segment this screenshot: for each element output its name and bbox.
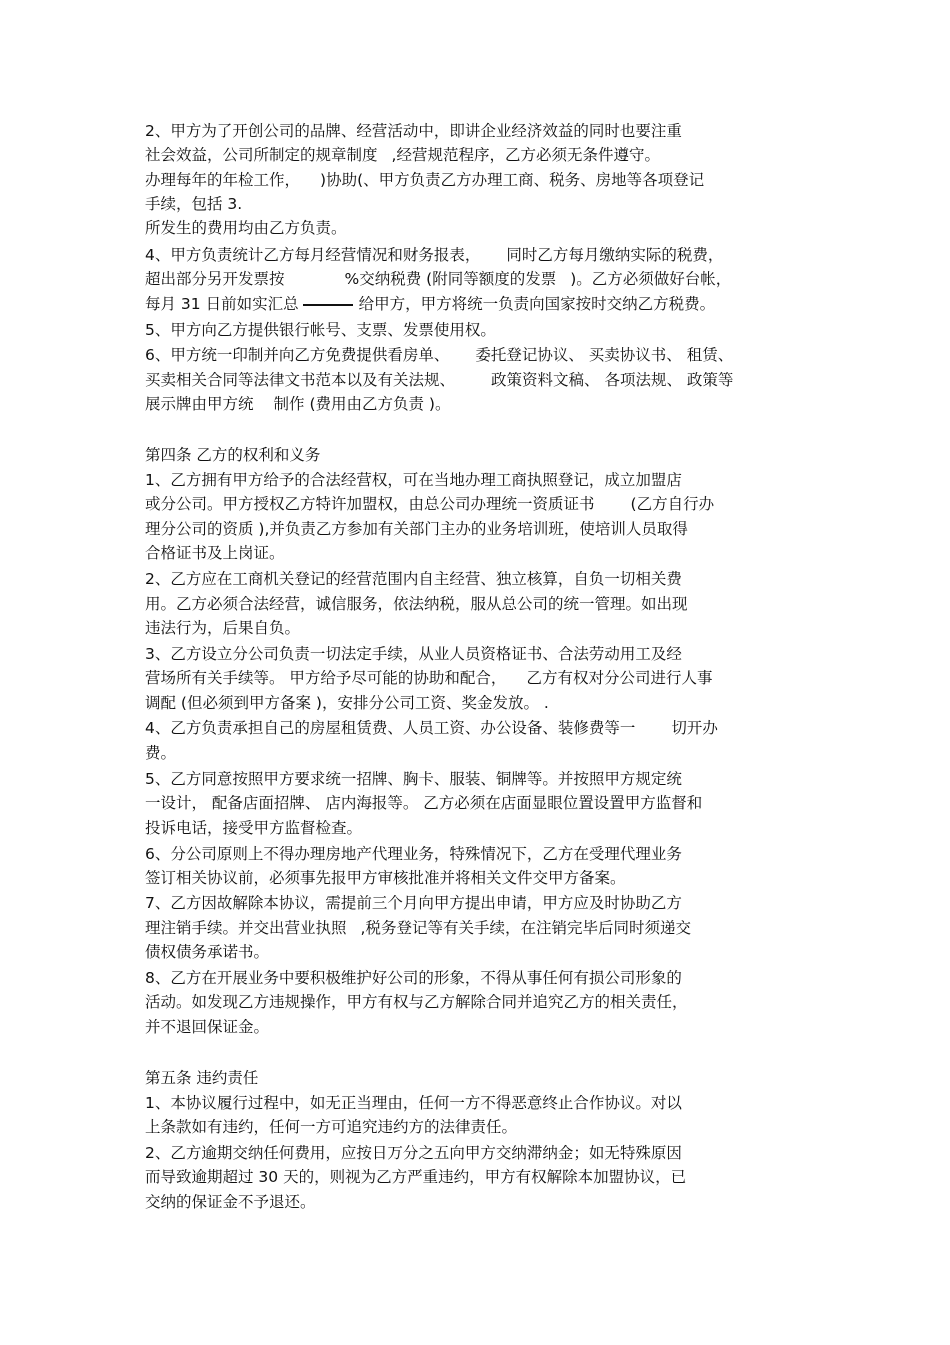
clause-6-line-3: 展示牌由甲方统 制作 (费用由乙方负责 )。 xyxy=(145,395,451,413)
art4-clause-5-line-2: 一设计， 配备店面招牌、 店内海报等。 乙方必须在店面显眼位置设置甲方监督和 xyxy=(145,794,703,812)
clause-4-line-2: 超出部分另开发票按 %交纳税费 (附同等额度的发票 )。乙方必须做好台帐， xyxy=(145,270,732,288)
art4-clause-2-line-1: 2、乙方应在工商机关登记的经营范围内自主经营、独立核算，自负一切相关费 xyxy=(145,570,682,588)
art4-clause-4-line-1: 4、乙方负责承担自己的房屋租赁费、人员工资、办公设备、装修费等一 切开办 xyxy=(145,719,718,737)
art4-clause-3-line-1: 3、乙方设立分公司负责一切法定手续，从业人员资格证书、合法劳动用工及经 xyxy=(145,645,682,663)
clause-6-line-1: 6、甲方统一印制并向乙方免费提供看房单、 委托登记协议、 买卖协议书、 租赁、 xyxy=(145,346,734,364)
art4-clause-1-line-1: 1、乙方拥有甲方给予的合法经营权，可在当地办理工商执照登记，成立加盟店 xyxy=(145,471,682,489)
clause-2-line-1: 2、甲方为了开创公司的品牌、经营活动中，即讲企业经济效益的同时也要注重 xyxy=(145,122,682,140)
art4-clause-1-line-2: 或分公司。甲方授权乙方特许加盟权，由总公司办理统一资质证书 (乙方自行办 xyxy=(145,495,715,513)
art4-clause-1-line-3: 理分公司的资质 ),并负责乙方参加有关部门主办的业务培训班，使培训人员取得 xyxy=(145,520,688,538)
art4-clause-2-line-3: 违法行为，后果自负。 xyxy=(145,619,301,637)
art4-clause-2-line-2: 用。乙方必须合法经营，诚信服务，依法纳税，服从总公司的统一管理。如出现 xyxy=(145,595,688,613)
clause-4-line-1: 4、甲方负责统计乙方每月经营情况和财务报表， 同时乙方每月缴纳实际的税费， xyxy=(145,246,724,264)
clause-4-line-3: 每月 31 日前如实汇总 给甲方，甲方将统一负责向国家按时交纳乙方税费。 xyxy=(145,295,716,313)
art4-clause-8-line-2: 活动。如发现乙方违规操作，甲方有权与乙方解除合同并追究乙方的相关责任， xyxy=(145,993,688,1011)
art5-clause-2-line-1: 2、乙方逾期交纳任何费用，应按日万分之五向甲方交纳滞纳金；如无特殊原因 xyxy=(145,1144,682,1162)
article-5-heading: 第五条 违约责任 xyxy=(145,1069,259,1087)
art4-clause-7-line-1: 7、乙方因故解除本协议，需提前三个月向甲方提出申请，甲方应及时协助乙方 xyxy=(145,894,682,912)
art4-clause-3-line-2: 营场所有关手续等。 甲方给予尽可能的协助和配合， 乙方有权对分公司进行人事 xyxy=(145,669,713,687)
art4-clause-1-line-4: 合格证书及上岗证。 xyxy=(145,544,285,562)
art4-clause-5-line-1: 5、乙方同意按照甲方要求统一招牌、胸卡、服装、铜牌等。并按照甲方规定统 xyxy=(145,770,682,788)
article-4-heading: 第四条 乙方的权利和义务 xyxy=(145,446,321,464)
art5-clause-1-line-1: 1、本协议履行过程中，如无正当理由，任何一方不得恶意终止合作协议。对以 xyxy=(145,1094,682,1112)
art5-clause-2-line-3: 交纳的保证金不予退还。 xyxy=(145,1193,316,1211)
clause-3-line-3: 所发生的费用均由乙方负责。 xyxy=(145,219,347,237)
art5-clause-2-line-2: 而导致逾期超过 30 天的，则视为乙方严重违约，甲方有权解除本加盟协议，已 xyxy=(145,1168,687,1186)
clause-3-line-1: 办理每年的年检工作， )协助(、甲方负责乙方办理工商、税务、房地等各项登记 xyxy=(145,171,705,189)
art4-clause-7-line-2: 理注销手续。并交出营业执照 ,税务登记等有关手续，在注销完毕后同时须递交 xyxy=(145,919,691,937)
art4-clause-3-line-3: 调配 (但必须到甲方备案 )，安排分公司工资、奖金发放。 . xyxy=(145,694,549,712)
art4-clause-8-line-3: 并不退回保证金。 xyxy=(145,1018,270,1036)
art4-clause-6-line-2: 签订相关协议前，必须事先报甲方审核批准并将相关文件交甲方备案。 xyxy=(145,869,626,887)
clause-2-line-2: 社会效益，公司所制定的规章制度 ,经营规范程序，乙方必须无条件遵守。 xyxy=(145,146,660,164)
art4-clause-4-line-2: 费。 xyxy=(145,744,177,762)
art4-clause-7-line-3: 债权债务承诺书。 xyxy=(145,943,270,961)
fill-in-blank xyxy=(303,304,353,306)
clause-3-line-2: 手续，包括 3. xyxy=(145,195,243,213)
art5-clause-1-line-2: 上条款如有违约，任何一方可追究违约方的法律责任。 xyxy=(145,1118,518,1136)
clause-5-line-1: 5、甲方向乙方提供银行帐号、支票、发票使用权。 xyxy=(145,321,496,339)
art4-clause-8-line-1: 8、乙方在开展业务中要积极维护好公司的形象，不得从事任何有损公司形象的 xyxy=(145,969,682,987)
clause-6-line-2: 买卖相关合同等法律文书范本以及有关法规、 政策资料文稿、 各项法规、 政策等 xyxy=(145,371,734,389)
art4-clause-5-line-3: 投诉电话，接受甲方监督检查。 xyxy=(145,819,363,837)
art4-clause-6-line-1: 6、分公司原则上不得办理房地产代理业务，特殊情况下，乙方在受理代理业务 xyxy=(145,845,682,863)
